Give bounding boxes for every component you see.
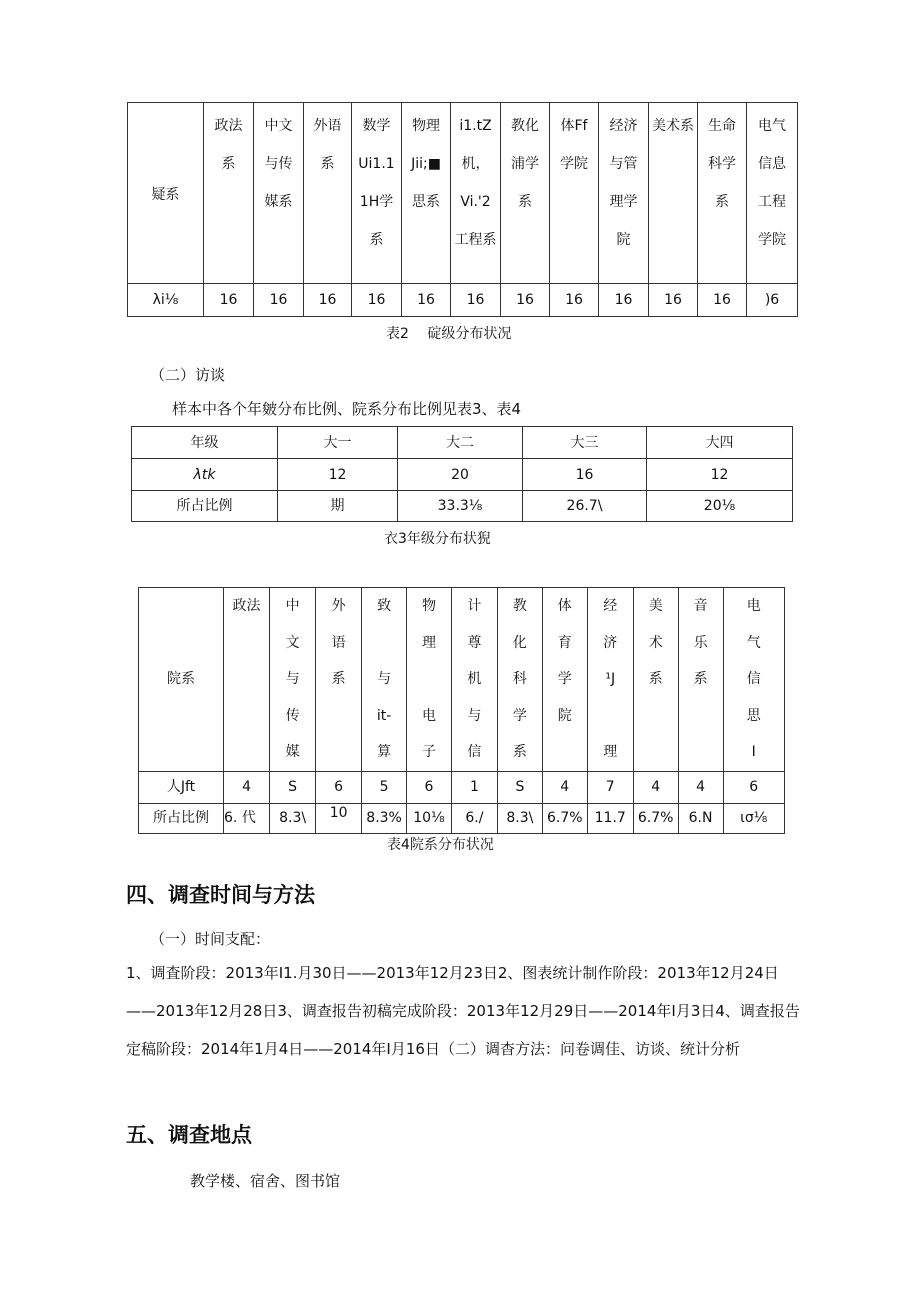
cell: 16 <box>402 284 451 317</box>
cell: 4 <box>224 771 270 803</box>
header-cell: 电 气 信 思 I <box>723 588 785 772</box>
cell: S <box>497 771 542 803</box>
header-cell: 物理 Jii;■ 思系 <box>402 103 451 284</box>
cell: 8.3\ <box>497 803 542 833</box>
table-2 <box>127 102 798 317</box>
header-cell: 院系 <box>139 588 224 772</box>
cell: 12 <box>647 459 793 491</box>
header-cell: 教化 浦学 系 <box>501 103 550 284</box>
cell: 6 <box>723 771 785 803</box>
header-cell: 生命 科学 系 <box>698 103 747 284</box>
header-cell: 经济 与管 理学 院 <box>599 103 649 284</box>
cell: 大四 <box>647 427 793 459</box>
cell: 人Jft <box>139 771 224 803</box>
table-3-caption: 衣3年级分布状猊 <box>384 531 491 547</box>
header-cell: 疑系 <box>128 103 204 284</box>
header-cell: 计 尊 机 与 信 <box>451 588 497 772</box>
cell: 7 <box>587 771 633 803</box>
cell: 所占比例 <box>132 491 278 522</box>
table-row <box>128 284 798 317</box>
cell: 4 <box>542 771 587 803</box>
table-row <box>132 491 793 522</box>
cell: 4 <box>633 771 678 803</box>
cell: )6 <box>747 284 798 317</box>
cell: 6 <box>407 771 452 803</box>
header-cell: 电气 信息 工程 学院 <box>747 103 798 284</box>
header-cell: 政法 <box>224 588 270 772</box>
cell: 年级 <box>132 427 278 459</box>
cell: 16 <box>451 284 501 317</box>
cell: 5 <box>362 771 407 803</box>
cell: 16 <box>599 284 649 317</box>
cell: 16 <box>254 284 304 317</box>
cell: 6.7% <box>542 803 587 833</box>
cell: 16 <box>698 284 747 317</box>
cell: 大一 <box>278 427 398 459</box>
cell: 所占比例 <box>139 803 224 833</box>
cell: 6./ <box>451 803 497 833</box>
cell: 16 <box>204 284 254 317</box>
time-subheading: （一）时间支配： <box>150 930 271 948</box>
cell: 6.N <box>678 803 723 833</box>
header-cell: 中文 与传 媒系 <box>254 103 304 284</box>
header-cell: 体 育 学 院 <box>542 588 587 772</box>
cell: 4 <box>678 771 723 803</box>
header-cell: i1.tZ 机， Vi.'2 工程系 <box>451 103 501 284</box>
header-cell: 音 乐 系 <box>678 588 723 772</box>
table-2-caption: 表2 碇级分布状况 <box>386 326 512 342</box>
cell: λi⅛ <box>128 284 204 317</box>
header-cell: 美 术 系 <box>633 588 678 772</box>
header-cell: 致 与 it- 算 <box>362 588 407 772</box>
cell: 33.3⅛ <box>398 491 523 522</box>
cell: S <box>270 771 316 803</box>
header-cell: 教 化 科 学 系 <box>497 588 542 772</box>
header-cell: 外 语 系 <box>316 588 362 772</box>
section-interview: （二）访谈 <box>150 366 226 384</box>
cell: 6.7% <box>633 803 678 833</box>
cell: 8.3% <box>362 803 407 833</box>
cell: 16 <box>649 284 698 317</box>
table-row <box>132 427 793 459</box>
header-cell: 体Ff 学院 <box>550 103 599 284</box>
cell: λtk <box>132 459 278 491</box>
cell: 16 <box>523 459 647 491</box>
header-cell: 外语 系 <box>304 103 352 284</box>
cell: 16 <box>501 284 550 317</box>
table-row <box>139 803 785 833</box>
header-cell: 美术系 <box>649 103 698 284</box>
cell: ισ⅛ <box>723 803 785 833</box>
cell: 大二 <box>398 427 523 459</box>
cell: 10 <box>316 803 362 833</box>
cell: 20 <box>398 459 523 491</box>
cell: 16 <box>352 284 402 317</box>
cell: 16 <box>550 284 599 317</box>
header-cell: 中 文 与 传 媒 <box>270 588 316 772</box>
table-row <box>139 771 785 803</box>
cell: 6. 代 <box>224 803 270 833</box>
cell: 12 <box>278 459 398 491</box>
cell: 16 <box>304 284 352 317</box>
cell: 6 <box>316 771 362 803</box>
cell: 期 <box>278 491 398 522</box>
cell: 1 <box>451 771 497 803</box>
cell: 20⅛ <box>647 491 793 522</box>
intro-text: 样本中各个年皴分布比例、院系分布比例见表3、表4 <box>172 400 522 418</box>
cell: 10⅛ <box>407 803 452 833</box>
cell: 大三 <box>523 427 647 459</box>
schedule-paragraph: 1、调査阶段：2013年I1.月30日——2013年12月23日2、图表统计制作阶段：2013年12月24日——2013年12月28日3、调查报告初稿完成阶段：2013年12月29日——2014年I月3日4、调查报告定稿阶段：2014年1月4日——2014年I月16日（二）调杳方法：问卷调佳、访谈、统计分析 <box>126 964 800 1058</box>
cell: 26.7\ <box>523 491 647 522</box>
table-row <box>132 459 793 491</box>
header-cell: 政法 系 <box>204 103 254 284</box>
cell: 11.7 <box>587 803 633 833</box>
header-cell: 数学 Ui1.1 1H学 系 <box>352 103 402 284</box>
cell: 8.3\ <box>270 803 316 833</box>
heading-4: 四、调查时间与方法 <box>126 883 315 907</box>
locations-text: 教学楼、宿舍、图书馆 <box>190 1172 341 1190</box>
heading-5: 五、调查地点 <box>126 1123 252 1147</box>
table-4 <box>138 587 785 834</box>
table-3 <box>131 426 793 522</box>
header-cell: 经 济 ¹J 理 <box>587 588 633 772</box>
table-4-caption: 表4院系分布状况 <box>387 837 494 853</box>
header-cell: 物 理 电 子 <box>407 588 452 772</box>
